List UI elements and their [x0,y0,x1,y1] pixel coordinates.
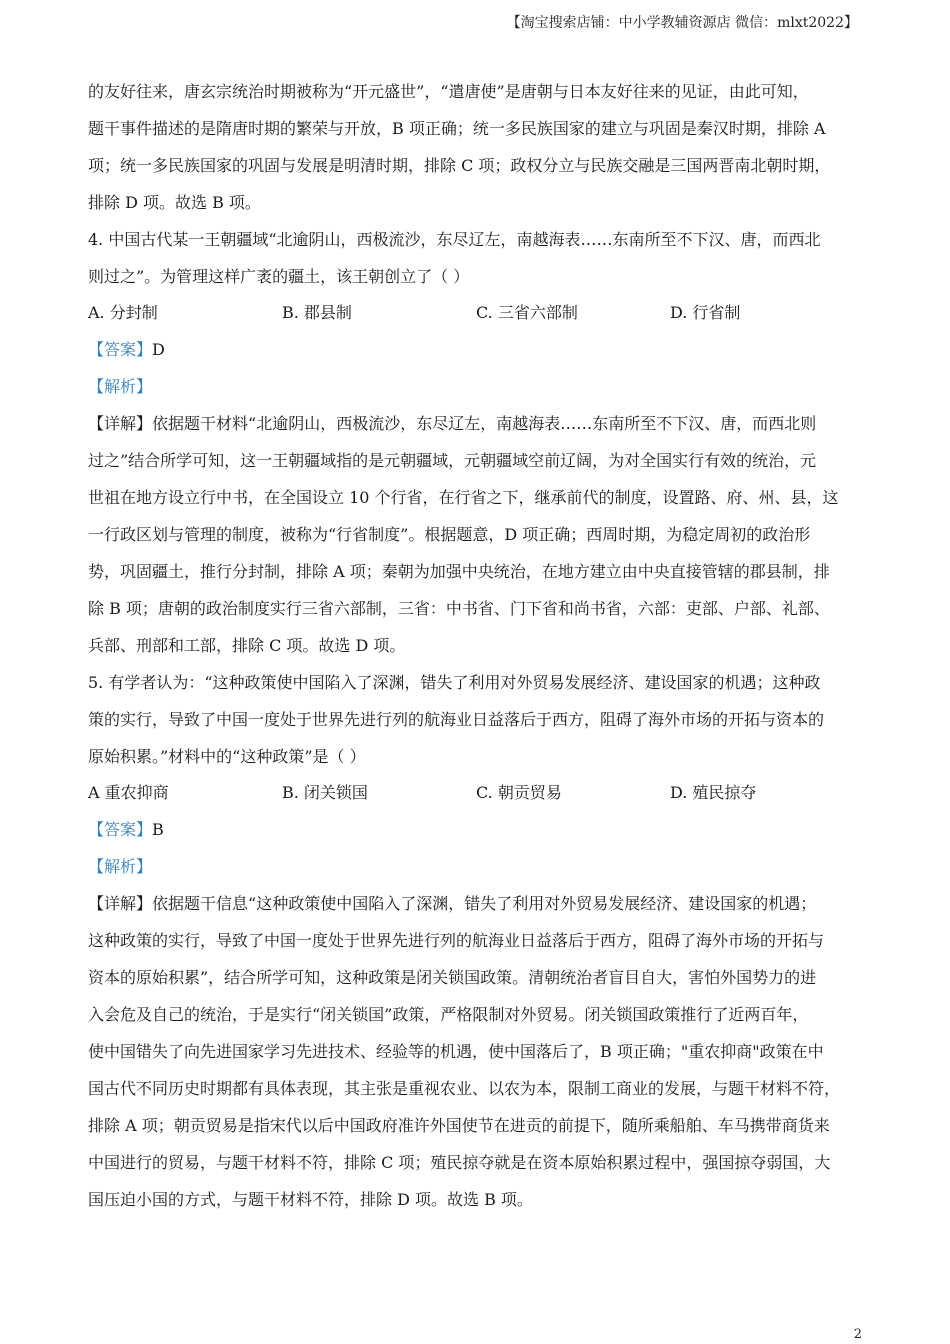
detail-text: 依据题干信息“这种政策使中国陷入了深渊，错失了利用对外贸易发展经济、建设国家的机遇； [152,894,817,913]
detail-tag: 【详解】 [88,414,153,433]
analysis-tag: 【解析】 [88,377,153,396]
question-5-detail [88,885,868,922]
option-c: C. 三省六部制 [476,303,578,322]
option-d: D. 殖民掠夺 [670,783,757,802]
option-a: A 重农抑商 [88,783,169,802]
option-a: A. 分封制 [88,303,158,322]
text-line: 中国进行的贸易，与题干材料不符，排除 C 项；殖民掠夺就是在资本原始积累过程中，强国掠夺弱国，大 [88,1153,831,1172]
option-d: D. 行省制 [670,303,741,322]
text-line: 排除 D 项。故选 B 项。 [88,193,261,212]
question-5-stem: 原始积累。”材料中的“这种政策”是（ ） [88,747,366,766]
text-line: 兵部、刑部和工部，排除 C 项。故选 D 项。 [88,636,406,655]
answer-tag: 【答案】 [88,340,153,359]
text-line: 资本的原始积累”，结合所学可知，这种政策是闭关锁国政策。清朝统治者盲目自大，害怕外国势力的进 [88,968,817,987]
text-line: 的友好往来，唐玄宗统治时期被称为“开元盛世”，“遣唐使”是唐朝与日本友好往来的见证，由此可知， [88,82,809,101]
document-body [88,73,868,1218]
text-line: 国古代不同历史时期都有具体表现，其主张是重视农业、以农为本，限制工商业的发展，与题干材料不符， [88,1079,841,1098]
question-5-stem: 策的实行，导致了中国一度处于世界先进行列的航海业日益落后于西方，阻碍了海外市场的开拓与资本的 [88,710,825,729]
question-5-stem: 5. 有学者认为：“这种政策使中国陷入了深渊，错失了利用对外贸易发展经济、建设国家的机遇；这种政 [88,673,821,692]
text-line: 题干事件描述的是隋唐时期的繁荣与开放，B 项正确；统一多民族国家的建立与巩固是秦汉时期，排除 A [88,119,826,138]
question-5-options [88,775,868,811]
text-line: 过之”结合所学可知，这一王朝疆域指的是元朝疆域，元朝疆域空前辽阔，为对全国实行有效的统治，元 [88,451,817,470]
question-4-stem: 则过之”。为管理这样广袤的疆土，该王朝创立了（ ） [88,267,470,286]
text-line: 除 B 项；唐朝的政治制度实行三省六部制，三省：中书省、门下省和尚书省，六部：吏部、户部、礼部、 [88,599,830,618]
text-line: 排除 A 项；朝贡贸易是指宋代以后中国政府准许外国使节在进贡的前提下，随所乘船舶、车马携带商货来 [88,1116,830,1135]
text-line: 国压迫小国的方式，与题干材料不符，排除 D 项。故选 B 项。 [88,1190,533,1209]
option-b: B. 闭关锁国 [282,783,368,802]
answer-value: B [152,820,164,839]
question-5-analysis [88,848,868,885]
text-line: 使中国错失了向先进国家学习先进技术、经验等的机遇，使中国落后了，B 项正确；"重农抑商"政策在中 [88,1042,824,1061]
detail-tag: 【详解】 [88,894,153,913]
answer-value: D [152,340,165,359]
question-4-options [88,295,868,331]
text-line: 项；统一多民族国家的巩固与发展是明清时期，排除 C 项；政权分立与民族交融是三国两晋南北朝时期， [88,156,831,175]
answer-tag: 【答案】 [88,820,153,839]
text-line: 势，巩固疆土，推行分封制，排除 A 项；秦朝为加强中央统治，在地方建立由中央直接管辖的郡县制，排 [88,562,830,581]
page-number: 2 [853,1327,862,1342]
option-b: B. 郡县制 [282,303,352,322]
question-5-answer [88,811,868,848]
question-4-answer [88,331,868,368]
text-line: 入会危及自己的统治，于是实行“闭关锁国”政策，严格限制对外贸易。闭关锁国政策推行了近两百年， [88,1005,809,1024]
detail-text: 依据题干材料“北逾阴山，西极流沙，东尽辽左，南越海表……东南所至不下汉、唐，而西北则 [152,414,817,433]
question-4-stem: 4. 中国古代某一王朝疆域“北逾阴山，西极流沙，东尽辽左，南越海表……东南所至不下汉、唐，而西北 [88,230,821,249]
analysis-tag: 【解析】 [88,857,153,876]
question-4-detail [88,405,868,442]
text-line: 世祖在地方设立行中书，在全国设立 10 个行省，在行省之下，继承前代的制度，设置路、府、州、县，这 [88,488,839,507]
text-line: 这种政策的实行，导致了中国一度处于世界先进行列的航海业日益落后于西方，阻碍了海外市场的开拓与 [88,931,825,950]
option-c: C. 朝贡贸易 [476,783,562,802]
question-4-analysis [88,368,868,405]
header-note: 【淘宝搜索店铺：中小学教辅资源店 微信：mlxt2022】 [506,15,858,31]
text-line: 一行政区划与管理的制度，被称为“行省制度”。根据题意，D 项正确；西周时期，为稳定周初的政治形 [88,525,811,544]
